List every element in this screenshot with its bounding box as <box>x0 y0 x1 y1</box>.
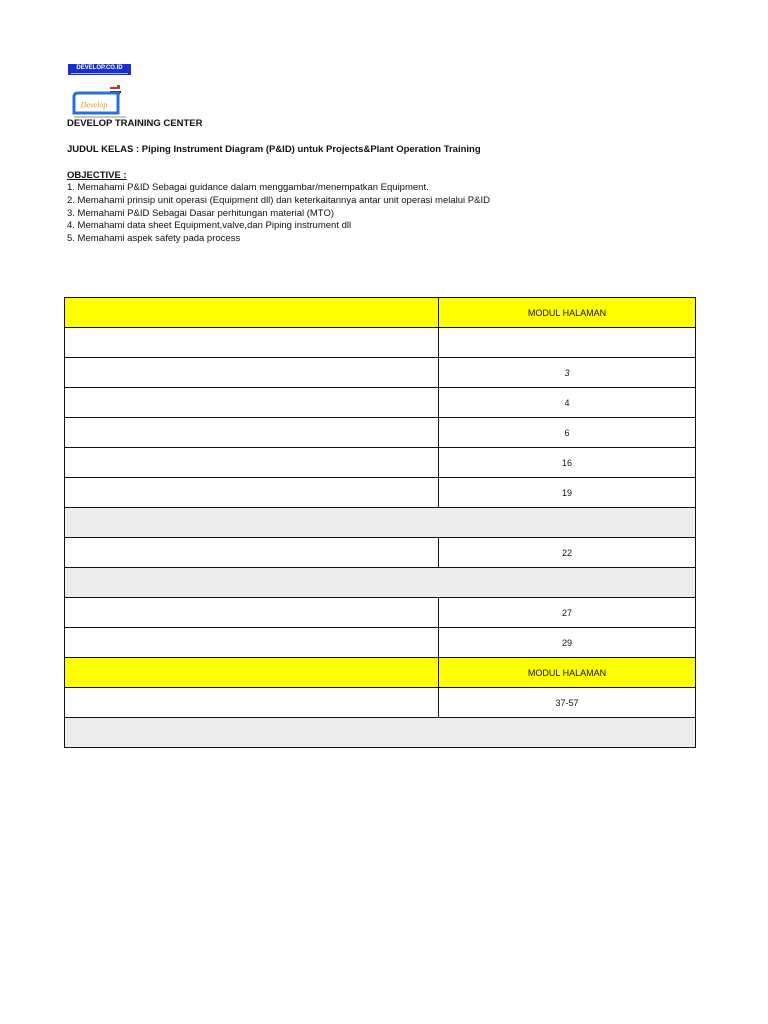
table-row <box>65 598 696 628</box>
table-cell <box>65 658 439 688</box>
logo-banner <box>68 64 131 75</box>
page-cell: 4 <box>439 388 696 418</box>
table-cell <box>65 478 439 508</box>
section-row <box>65 718 696 748</box>
table-cell <box>65 358 439 388</box>
section-cell <box>65 718 696 748</box>
page-cell: 6 <box>439 418 696 448</box>
table-cell <box>65 598 439 628</box>
table-header-row <box>65 298 696 328</box>
class-title: JUDUL KELAS : Piping Instrument Diagram (P&ID) untuk Projects&Plant Operation Training <box>67 144 481 155</box>
table-cell <box>65 388 439 418</box>
section-row <box>65 508 696 538</box>
org-title: DEVELOP TRAINING CENTER <box>67 118 203 129</box>
page-cell: 19 <box>439 478 696 508</box>
section-cell <box>65 508 696 538</box>
page-cell: 3 <box>439 358 696 388</box>
objective-list <box>67 182 490 246</box>
objective-item: 1. Memahami P&ID Sebagai guidance dalam menggambar/menempatkan Equipment. <box>67 182 429 193</box>
table-row <box>65 448 696 478</box>
objective-item: 3. Memahami P&ID Sebagai Dasar perhitungan material (MTO) <box>67 207 334 219</box>
table-row <box>65 628 696 658</box>
page-cell: 37-57 <box>439 688 696 718</box>
logo-mark-icon <box>70 83 130 117</box>
modul-halaman-header: MODUL HALAMAN <box>439 658 696 688</box>
module-table <box>64 297 696 748</box>
table-cell <box>65 418 439 448</box>
table-row <box>65 388 696 418</box>
section-row <box>65 568 696 598</box>
table-row <box>65 478 696 508</box>
page-cell: 22 <box>439 538 696 568</box>
page-cell: 16 <box>439 448 696 478</box>
table-row <box>65 538 696 568</box>
logo <box>68 64 132 120</box>
table-row <box>65 328 696 358</box>
table-cell <box>65 628 439 658</box>
page-cell: 29 <box>439 628 696 658</box>
table-cell <box>65 328 439 358</box>
objective-item: 4. Memahami data sheet Equipment,valve,dan Piping instrument dll <box>67 220 352 232</box>
objective-item: 2. Memahami prinsip unit operasi (Equipment dll) dan keterkaitannya antar unit operasi melalui P&ID <box>67 194 490 206</box>
modul-halaman-header: MODUL HALAMAN <box>439 298 696 328</box>
table-cell <box>65 448 439 478</box>
table-row <box>65 358 696 388</box>
logo-banner-text: DEVELOP.CO.ID <box>76 65 123 71</box>
page-cell: 27 <box>439 598 696 628</box>
objective-item: 5. Memahami aspek safety pada process <box>67 233 241 245</box>
table-cell <box>65 538 439 568</box>
table-cell <box>65 298 439 328</box>
table-cell <box>65 688 439 718</box>
page-cell <box>439 328 696 358</box>
section-cell <box>65 568 696 598</box>
table-row <box>65 418 696 448</box>
objective-heading: OBJECTIVE : <box>67 170 127 181</box>
table-header-row <box>65 658 696 688</box>
logo-wordmark: Develop <box>80 100 108 110</box>
table-row <box>65 688 696 718</box>
